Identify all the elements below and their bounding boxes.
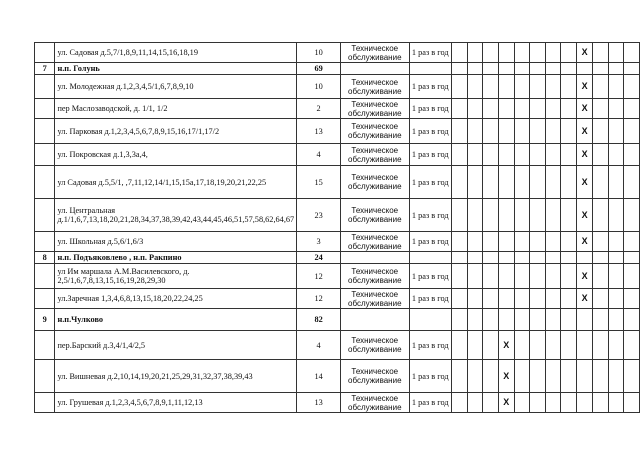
month-cell — [498, 252, 514, 264]
month-cell — [498, 289, 514, 309]
service-type: Техническое обслуживание — [340, 331, 409, 360]
month-cell — [576, 63, 592, 75]
month-cell — [561, 99, 577, 119]
month-cell — [561, 360, 577, 393]
building-count: 4 — [297, 331, 341, 360]
month-cell — [561, 264, 577, 289]
month-cell — [467, 144, 483, 166]
month-cell — [483, 43, 499, 63]
frequency: 1 раз в год — [409, 166, 451, 199]
month-cell — [467, 119, 483, 144]
month-cell — [451, 199, 467, 232]
row-number — [35, 393, 55, 413]
address: ул.Заречная 1,3,4,6,8,13,15,18,20,22,24,25 — [55, 289, 297, 309]
service-type — [340, 309, 409, 331]
month-cell — [561, 199, 577, 232]
month-cell — [451, 289, 467, 309]
month-cell — [624, 75, 640, 99]
month-cell — [514, 309, 530, 331]
service-type: Техническое обслуживание — [340, 144, 409, 166]
month-cell — [483, 289, 499, 309]
month-cell — [545, 252, 561, 264]
month-cell — [530, 199, 546, 232]
month-cell — [530, 166, 546, 199]
row-number: 9 — [35, 309, 55, 331]
month-cell — [624, 252, 640, 264]
month-cell — [451, 43, 467, 63]
month-cell — [467, 199, 483, 232]
month-cell — [514, 144, 530, 166]
building-count: 13 — [297, 393, 341, 413]
locality-name: н.п. Голунь — [55, 63, 297, 75]
frequency: 1 раз в год — [409, 75, 451, 99]
month-cell — [530, 75, 546, 99]
frequency: 1 раз в год — [409, 232, 451, 252]
month-cell — [498, 199, 514, 232]
month-cell — [593, 43, 609, 63]
month-cell — [530, 63, 546, 75]
building-count: 14 — [297, 360, 341, 393]
month-cell — [545, 199, 561, 232]
month-cell — [593, 232, 609, 252]
service-type: Техническое обслуживание — [340, 99, 409, 119]
month-cell — [467, 309, 483, 331]
month-cell — [561, 144, 577, 166]
table-row — [35, 289, 640, 309]
month-cell — [498, 119, 514, 144]
month-mark: X — [576, 199, 592, 232]
month-cell — [498, 144, 514, 166]
month-mark: X — [576, 232, 592, 252]
month-cell — [530, 99, 546, 119]
month-cell — [530, 144, 546, 166]
month-cell — [608, 232, 624, 252]
address: ул Им маршала А.М.Василевского, д. 2,5/1,6,7,8,13,15,16,19,28,29,30 — [55, 264, 297, 289]
month-cell — [451, 144, 467, 166]
month-cell — [514, 393, 530, 413]
row-number — [35, 289, 55, 309]
month-cell — [467, 43, 483, 63]
month-cell — [561, 289, 577, 309]
month-cell — [593, 99, 609, 119]
row-number — [35, 331, 55, 360]
month-cell — [467, 166, 483, 199]
month-cell — [624, 309, 640, 331]
month-cell — [608, 393, 624, 413]
month-cell — [483, 360, 499, 393]
month-cell — [530, 393, 546, 413]
month-mark: X — [576, 43, 592, 63]
locality-name: н.п. Подъяковлево , н.п. Ракпино — [55, 252, 297, 264]
month-cell — [498, 63, 514, 75]
month-cell — [451, 99, 467, 119]
month-cell — [593, 166, 609, 199]
month-cell — [545, 360, 561, 393]
group-row — [35, 309, 640, 331]
month-cell — [561, 119, 577, 144]
month-cell — [593, 309, 609, 331]
building-count: 15 — [297, 166, 341, 199]
month-cell — [624, 264, 640, 289]
month-cell — [624, 99, 640, 119]
month-cell — [483, 63, 499, 75]
month-cell — [624, 144, 640, 166]
table-row — [35, 360, 640, 393]
building-count: 12 — [297, 289, 341, 309]
service-type: Техническое обслуживание — [340, 43, 409, 63]
building-count: 10 — [297, 75, 341, 99]
month-cell — [530, 331, 546, 360]
month-cell — [483, 119, 499, 144]
table-row — [35, 75, 640, 99]
month-cell — [467, 75, 483, 99]
month-cell — [593, 289, 609, 309]
locality-name: н.п.Чулково — [55, 309, 297, 331]
month-cell — [608, 99, 624, 119]
month-cell — [514, 75, 530, 99]
row-number: 8 — [35, 252, 55, 264]
month-cell — [467, 99, 483, 119]
month-cell — [451, 166, 467, 199]
month-cell — [593, 393, 609, 413]
month-cell — [624, 63, 640, 75]
month-cell — [561, 166, 577, 199]
month-cell — [593, 360, 609, 393]
address: ул. Парковая д.1,2,3,4,5,6,7,8,9,15,16,17/1,17/2 — [55, 119, 297, 144]
month-cell — [467, 289, 483, 309]
month-cell — [608, 309, 624, 331]
month-cell — [467, 331, 483, 360]
month-cell — [608, 252, 624, 264]
month-cell — [483, 252, 499, 264]
service-type: Техническое обслуживание — [340, 393, 409, 413]
table-row — [35, 166, 640, 199]
month-cell — [576, 252, 592, 264]
month-cell — [545, 144, 561, 166]
month-cell — [608, 360, 624, 393]
month-cell — [545, 264, 561, 289]
month-cell — [530, 252, 546, 264]
month-cell — [498, 309, 514, 331]
building-count: 23 — [297, 199, 341, 232]
month-cell — [561, 252, 577, 264]
month-cell — [514, 63, 530, 75]
month-cell — [498, 99, 514, 119]
month-cell — [593, 75, 609, 99]
table-body — [35, 43, 640, 413]
month-cell — [624, 232, 640, 252]
month-cell — [451, 360, 467, 393]
address: ул. Молодежная д.1,2,3,4,5/1,6,7,8,9,10 — [55, 75, 297, 99]
month-cell — [561, 331, 577, 360]
month-cell — [576, 393, 592, 413]
address: ул. Вишневая д.2,10,14,19,20,21,25,29,31,32,37,38,39,43 — [55, 360, 297, 393]
month-cell — [530, 264, 546, 289]
month-cell — [545, 289, 561, 309]
month-mark: X — [576, 166, 592, 199]
month-cell — [624, 119, 640, 144]
month-mark: X — [498, 393, 514, 413]
month-mark: X — [576, 289, 592, 309]
month-cell — [514, 264, 530, 289]
month-cell — [530, 43, 546, 63]
row-number: 7 — [35, 63, 55, 75]
month-cell — [451, 252, 467, 264]
month-cell — [451, 331, 467, 360]
month-cell — [608, 331, 624, 360]
month-mark: X — [498, 360, 514, 393]
table-row — [35, 199, 640, 232]
month-cell — [624, 199, 640, 232]
month-cell — [576, 360, 592, 393]
month-cell — [483, 309, 499, 331]
month-mark: X — [576, 119, 592, 144]
month-cell — [608, 166, 624, 199]
address: пер Маслозаводской, д. 1/1, 1/2 — [55, 99, 297, 119]
address: ул Садовая д.5,5/1, ,7,11,12,14/1,15,15а,17,18,19,20,21,22,25 — [55, 166, 297, 199]
row-number — [35, 144, 55, 166]
month-cell — [561, 75, 577, 99]
building-count: 10 — [297, 43, 341, 63]
service-type: Техническое обслуживание — [340, 166, 409, 199]
month-cell — [561, 63, 577, 75]
month-cell — [467, 232, 483, 252]
row-number — [35, 360, 55, 393]
maintenance-schedule-table — [34, 42, 640, 413]
month-cell — [483, 75, 499, 99]
row-number — [35, 75, 55, 99]
frequency: 1 раз в год — [409, 144, 451, 166]
month-cell — [467, 393, 483, 413]
month-cell — [483, 264, 499, 289]
month-mark: X — [576, 144, 592, 166]
group-row — [35, 252, 640, 264]
row-number — [35, 199, 55, 232]
building-count: 82 — [297, 309, 341, 331]
month-cell — [593, 264, 609, 289]
month-cell — [451, 63, 467, 75]
month-cell — [608, 264, 624, 289]
month-cell — [498, 43, 514, 63]
address: пер.Барский д.3,4/1,4/2,5 — [55, 331, 297, 360]
month-cell — [498, 232, 514, 252]
month-cell — [624, 43, 640, 63]
month-mark: X — [576, 264, 592, 289]
month-cell — [608, 199, 624, 232]
service-type: Техническое обслуживание — [340, 289, 409, 309]
month-cell — [451, 75, 467, 99]
service-type: Техническое обслуживание — [340, 232, 409, 252]
month-mark: X — [498, 331, 514, 360]
month-cell — [467, 63, 483, 75]
month-cell — [561, 43, 577, 63]
month-cell — [624, 289, 640, 309]
month-cell — [593, 119, 609, 144]
frequency: 1 раз в год — [409, 99, 451, 119]
month-cell — [608, 63, 624, 75]
month-cell — [483, 166, 499, 199]
month-cell — [545, 43, 561, 63]
month-cell — [608, 119, 624, 144]
table-row — [35, 393, 640, 413]
address: ул. Центральная д.1/1,6,7,13,18,20,21,28,34,37,38,39,42,43,44,45,46,51,57,58,62,64,67 — [55, 199, 297, 232]
month-cell — [545, 166, 561, 199]
building-count: 4 — [297, 144, 341, 166]
month-cell — [514, 99, 530, 119]
month-cell — [545, 99, 561, 119]
building-count: 24 — [297, 252, 341, 264]
month-cell — [514, 289, 530, 309]
row-number — [35, 43, 55, 63]
building-count: 3 — [297, 232, 341, 252]
address: ул. Школьная д.5,6/1,6/3 — [55, 232, 297, 252]
month-cell — [608, 43, 624, 63]
building-count: 12 — [297, 264, 341, 289]
month-cell — [561, 309, 577, 331]
table-row — [35, 43, 640, 63]
service-type: Техническое обслуживание — [340, 199, 409, 232]
month-cell — [483, 232, 499, 252]
address: ул. Садовая д.5,7/1,8,9,11,14,15,16,18,19 — [55, 43, 297, 63]
address: ул. Покровская д.1,3,3а,4, — [55, 144, 297, 166]
month-cell — [467, 360, 483, 393]
frequency — [409, 252, 451, 264]
group-row — [35, 63, 640, 75]
row-number — [35, 119, 55, 144]
month-cell — [514, 43, 530, 63]
month-cell — [498, 75, 514, 99]
table-row — [35, 232, 640, 252]
frequency: 1 раз в год — [409, 360, 451, 393]
service-type: Техническое обслуживание — [340, 119, 409, 144]
month-cell — [530, 289, 546, 309]
month-cell — [451, 309, 467, 331]
building-count: 2 — [297, 99, 341, 119]
table-row — [35, 264, 640, 289]
frequency: 1 раз в год — [409, 264, 451, 289]
frequency: 1 раз в год — [409, 199, 451, 232]
month-cell — [608, 144, 624, 166]
row-number — [35, 264, 55, 289]
month-cell — [593, 144, 609, 166]
month-cell — [530, 360, 546, 393]
service-type: Техническое обслуживание — [340, 264, 409, 289]
month-cell — [530, 232, 546, 252]
month-cell — [498, 264, 514, 289]
month-cell — [514, 166, 530, 199]
frequency: 1 раз в год — [409, 393, 451, 413]
service-type: Техническое обслуживание — [340, 360, 409, 393]
service-type: Техническое обслуживание — [340, 75, 409, 99]
month-cell — [545, 393, 561, 413]
table-row — [35, 99, 640, 119]
month-cell — [530, 119, 546, 144]
month-cell — [514, 331, 530, 360]
month-mark: X — [576, 99, 592, 119]
row-number — [35, 232, 55, 252]
month-cell — [514, 199, 530, 232]
month-cell — [451, 264, 467, 289]
month-cell — [514, 232, 530, 252]
building-count: 69 — [297, 63, 341, 75]
month-cell — [624, 331, 640, 360]
month-cell — [545, 75, 561, 99]
month-cell — [624, 360, 640, 393]
table-row — [35, 144, 640, 166]
month-cell — [561, 393, 577, 413]
month-cell — [498, 166, 514, 199]
frequency: 1 раз в год — [409, 119, 451, 144]
month-cell — [467, 264, 483, 289]
frequency: 1 раз в год — [409, 331, 451, 360]
month-cell — [624, 393, 640, 413]
month-cell — [608, 75, 624, 99]
month-cell — [608, 289, 624, 309]
service-type — [340, 252, 409, 264]
building-count: 13 — [297, 119, 341, 144]
month-cell — [593, 63, 609, 75]
table-row — [35, 331, 640, 360]
month-cell — [545, 119, 561, 144]
frequency: 1 раз в год — [409, 289, 451, 309]
month-cell — [451, 393, 467, 413]
month-cell — [451, 119, 467, 144]
month-cell — [561, 232, 577, 252]
service-type — [340, 63, 409, 75]
month-cell — [483, 99, 499, 119]
month-cell — [624, 166, 640, 199]
month-cell — [514, 360, 530, 393]
month-cell — [576, 331, 592, 360]
month-cell — [545, 331, 561, 360]
table-row — [35, 119, 640, 144]
month-cell — [483, 331, 499, 360]
month-cell — [545, 309, 561, 331]
row-number — [35, 99, 55, 119]
month-cell — [483, 144, 499, 166]
month-cell — [483, 393, 499, 413]
month-cell — [576, 309, 592, 331]
month-cell — [467, 252, 483, 264]
frequency — [409, 63, 451, 75]
month-cell — [593, 331, 609, 360]
month-cell — [545, 232, 561, 252]
month-cell — [545, 63, 561, 75]
month-cell — [451, 232, 467, 252]
frequency: 1 раз в год — [409, 43, 451, 63]
month-cell — [514, 252, 530, 264]
month-cell — [530, 309, 546, 331]
month-cell — [514, 119, 530, 144]
month-mark: X — [576, 75, 592, 99]
month-cell — [593, 252, 609, 264]
frequency — [409, 309, 451, 331]
address: ул. Грушевая д.1,2,3,4,5,6,7,8,9,1,11,12,13 — [55, 393, 297, 413]
month-cell — [593, 199, 609, 232]
month-cell — [483, 199, 499, 232]
row-number — [35, 166, 55, 199]
